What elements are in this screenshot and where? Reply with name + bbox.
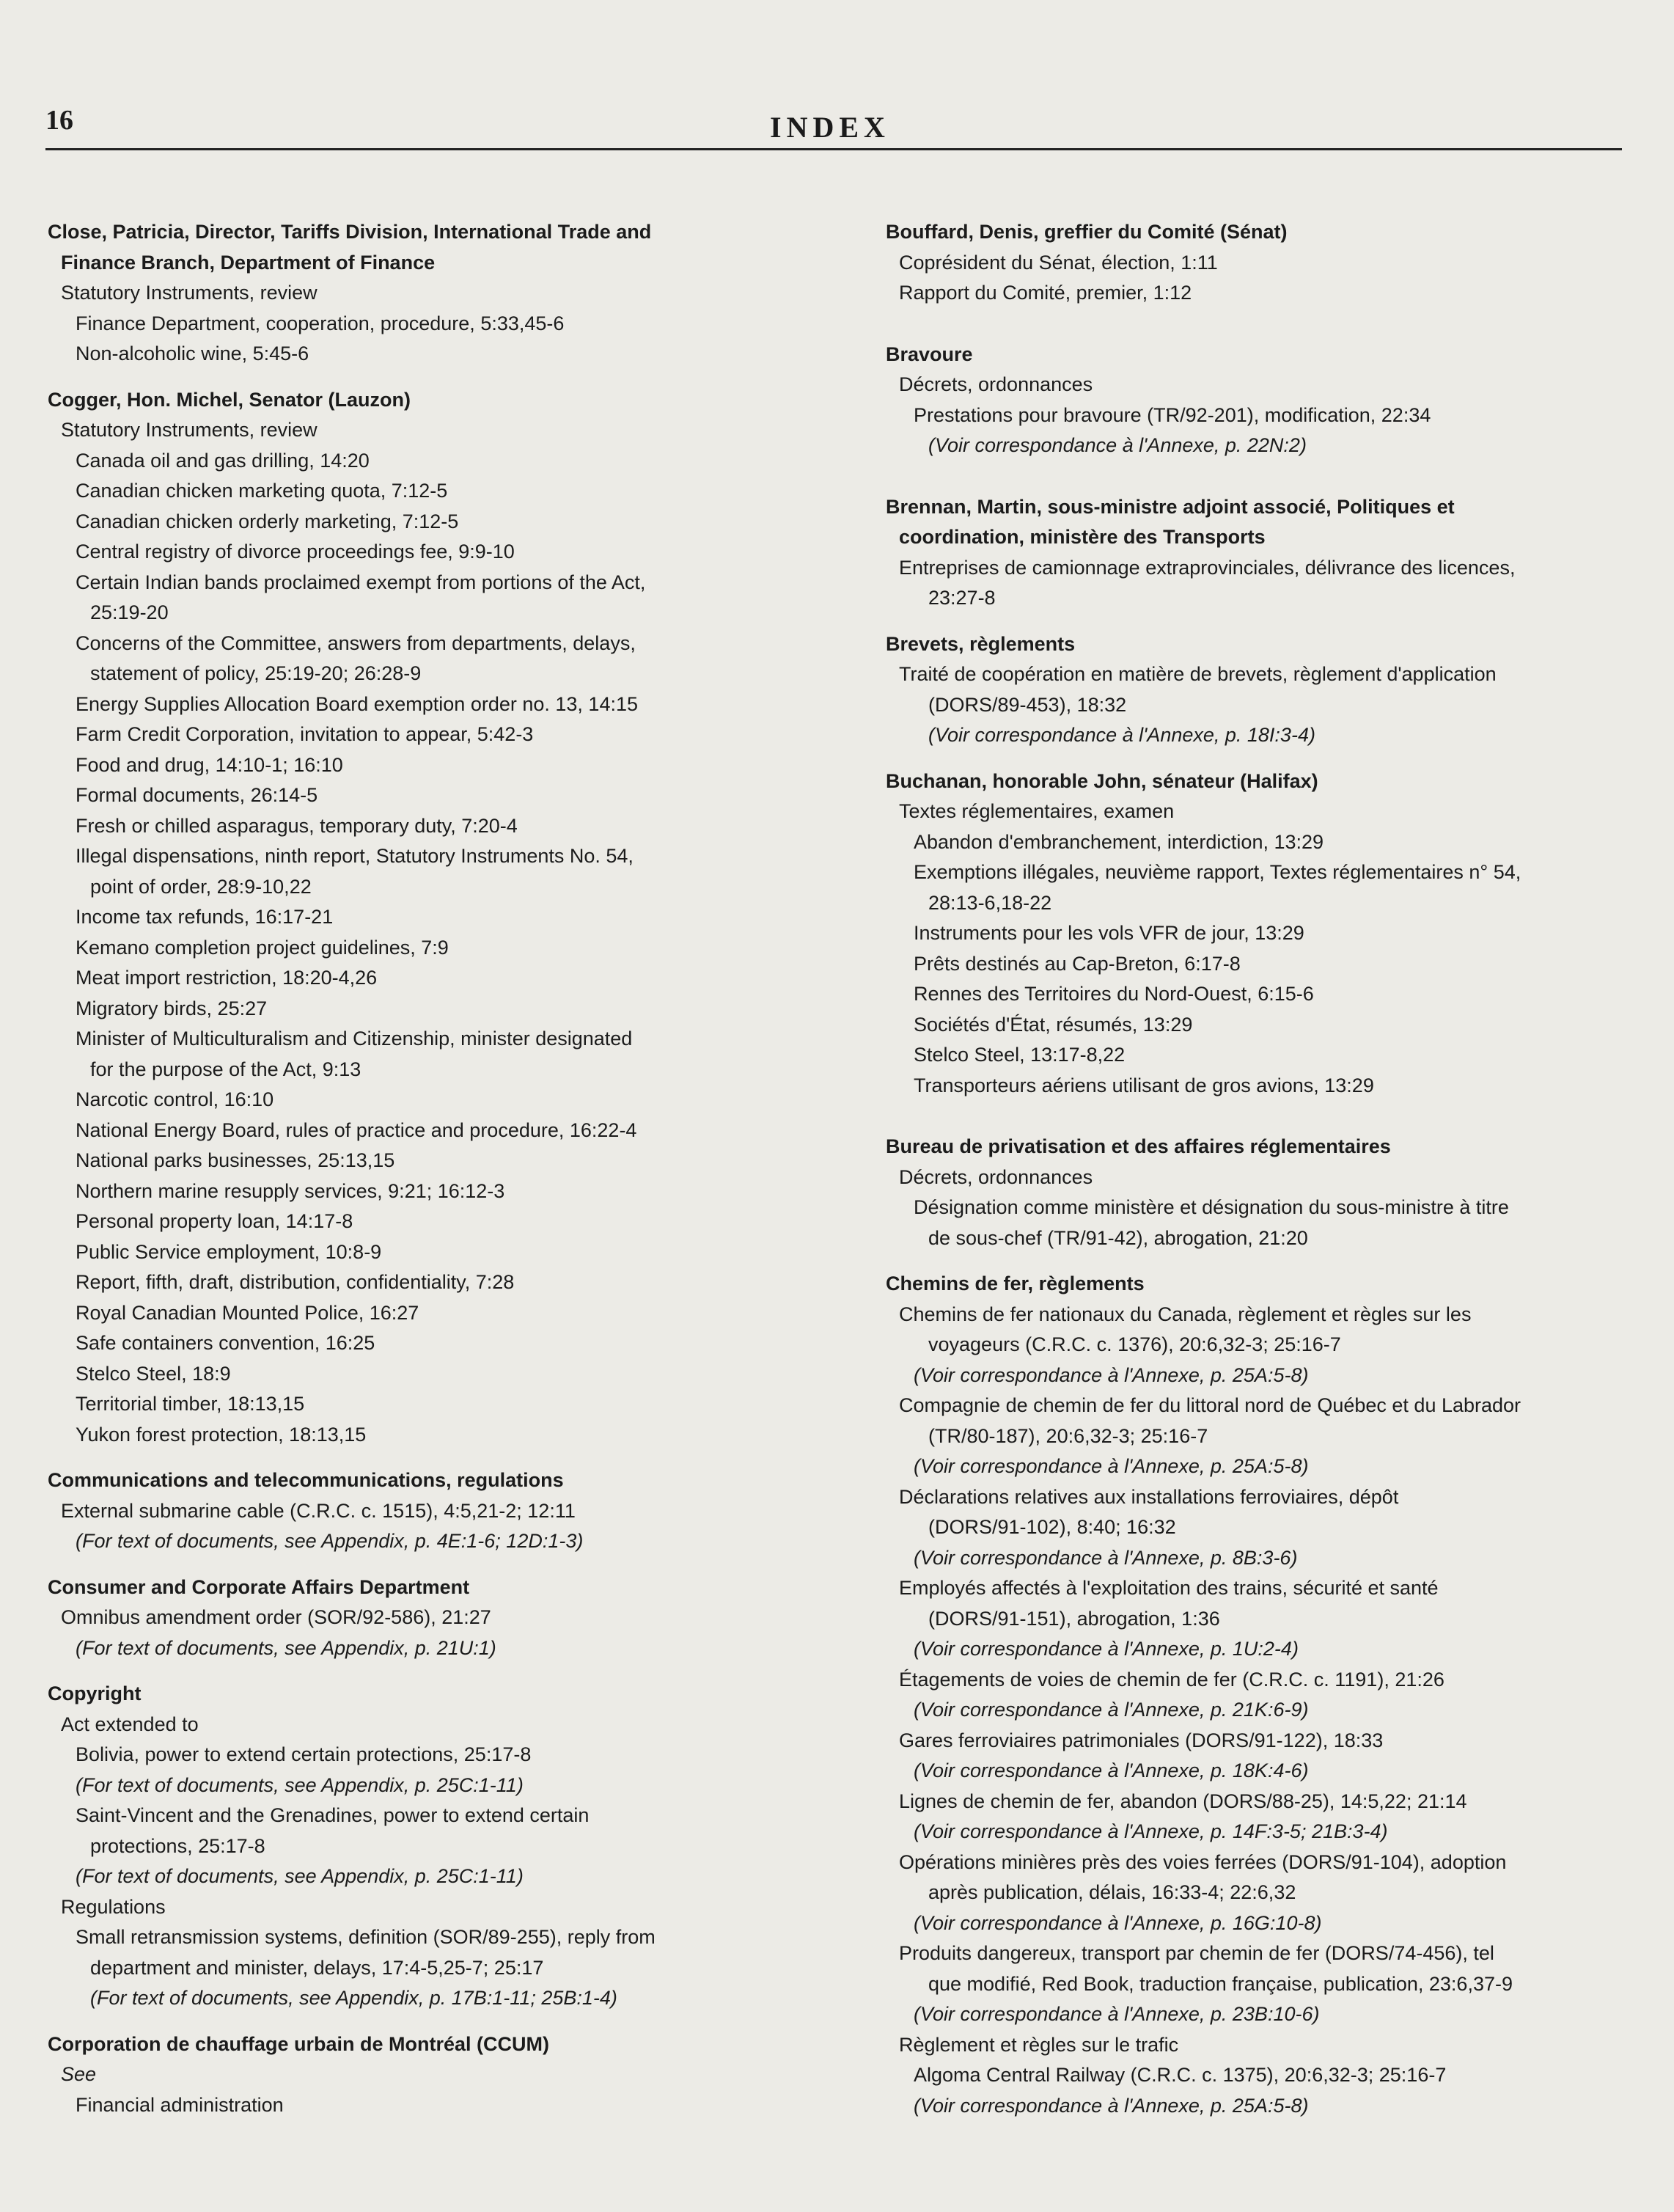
entry-heading: Copyright — [48, 1682, 142, 1704]
entry-reference: (Voir correspondance à l'Annexe, p. 8B:3-6) — [914, 1546, 1298, 1569]
see-target: Financial administration — [76, 2093, 284, 2116]
entry-item: Finance Department, cooperation, procedure, 5:33,45-6 — [76, 312, 565, 334]
entry-reference: (Voir correspondance à l'Annexe, p. 23B:10-6) — [914, 2003, 1320, 2025]
entry-heading-cont: Finance Branch, Department of Finance — [61, 251, 436, 274]
entry-reference: (For text of documents, see Appendix, p. 25C:1-11) — [76, 1773, 524, 1796]
entry-item: Prêts destinés au Cap-Breton, 6:17-8 — [914, 952, 1241, 975]
index-entry-ccum — [48, 2029, 840, 2121]
left-column — [48, 217, 840, 2136]
entry-item: Public Service employment, 10:8-9 — [76, 1240, 382, 1263]
entry-item: Farm Credit Corporation, invitation to appear, 5:42-3 — [76, 723, 534, 745]
entry-item: Certain Indian bands proclaimed exempt from portions of the Act, — [76, 571, 646, 593]
entry-item: Algoma Central Railway (C.R.C. c. 1375), 20:6,32-3; 25:16-7 — [914, 2064, 1447, 2086]
entry-item: Déclarations relatives aux installations ferroviaires, dépôt — [899, 1485, 1399, 1508]
entry-heading-cont: coordination, ministère des Transports — [899, 526, 1266, 548]
entry-subheading: Statutory Instruments, review — [61, 282, 317, 304]
entry-subheading: Act extended to — [61, 1713, 199, 1735]
entry-item: Narcotic control, 16:10 — [76, 1088, 274, 1110]
entry-item: Lignes de chemin de fer, abandon (DORS/88-25), 14:5,22; 21:14 — [899, 1790, 1467, 1812]
entry-reference: (Voir correspondance à l'Annexe, p. 25A:5-8) — [914, 1455, 1309, 1477]
entry-item: Non-alcoholic wine, 5:45-6 — [76, 343, 309, 365]
entry-heading: Communications and telecommunications, regulations — [48, 1469, 564, 1491]
page-title: INDEX — [770, 111, 890, 144]
entry-item-cont: de sous-chef (TR/91-42), abrogation, 21:20 — [928, 1226, 1308, 1249]
index-entry-cogger — [48, 385, 840, 1451]
entry-item: Food and drug, 14:10-1; 16:10 — [76, 753, 343, 776]
entry-item: Prestations pour bravoure (TR/92-201), modification, 22:34 — [914, 403, 1431, 426]
entry-item-cont: 23:27-8 — [928, 587, 996, 609]
entry-item: Report, fifth, draft, distribution, confidentiality, 7:28 — [76, 1271, 515, 1293]
entry-reference: (Voir correspondance à l'Annexe, p. 14F:3-5; 21B:3-4) — [914, 1820, 1388, 1842]
entry-item: National parks businesses, 25:13,15 — [76, 1149, 395, 1171]
entry-reference: (Voir correspondance à l'Annexe, p. 1U:2-4) — [914, 1638, 1299, 1660]
entry-item: Canadian chicken orderly marketing, 7:12-5 — [76, 510, 459, 532]
entry-item: Gares ferroviaires patrimoniales (DORS/91-122), 18:33 — [899, 1729, 1384, 1751]
entry-heading: Bravoure — [886, 343, 973, 365]
entry-subheading: Statutory Instruments, review — [61, 419, 317, 441]
index-entry-consumer — [48, 1572, 840, 1664]
entry-subheading: Décrets, ordonnances — [899, 1165, 1093, 1188]
entry-reference: (Voir correspondance à l'Annexe, p. 18I:3-4) — [928, 724, 1315, 746]
entry-item: Concerns of the Committee, answers from departments, delays, — [76, 631, 636, 654]
entry-item: voyageurs (C.R.C. c. 1376), 20:6,32-3; 25:16-7 — [928, 1333, 1341, 1355]
entry-reference: (For text of documents, see Appendix, p. 4E:1-6; 12D:1-3) — [76, 1530, 584, 1552]
entry-item-list — [886, 1300, 1652, 2122]
entry-heading: Consumer and Corporate Affairs Department — [48, 1575, 470, 1598]
entry-reference: (Voir correspondance à l'Annexe, p. 21K:6-9) — [914, 1699, 1309, 1721]
see-label: See — [61, 2063, 97, 2085]
entry-item: Transporteurs aériens utilisant de gros avions, 13:29 — [914, 1074, 1374, 1096]
entry-item: Illegal dispensations, ninth report, Statutory Instruments No. 54, — [76, 845, 634, 867]
entry-item-cont: 25:19-20 — [90, 601, 169, 623]
entry-item-cont: statement of policy, 25:19-20; 26:28-9 — [90, 662, 422, 684]
entry-item: (TR/80-187), 20:6,32-3; 25:16-7 — [928, 1424, 1208, 1447]
entry-item: Omnibus amendment order (SOR/92-586), 21:27 — [61, 1606, 491, 1628]
entry-heading: Chemins de fer, règlements — [886, 1272, 1145, 1294]
entry-item: Sociétés d'État, résumés, 13:29 — [914, 1013, 1193, 1036]
entry-item: Produits dangereux, transport par chemin de fer (DORS/74-456), tel — [899, 1942, 1494, 1964]
index-entry-bouffard — [886, 217, 1652, 309]
index-entry-close — [48, 217, 840, 370]
entry-item: Coprésident du Sénat, élection, 1:11 — [899, 251, 1218, 274]
entry-item: Exemptions illégales, neuvième rapport, Textes réglementaires n° 54, — [914, 861, 1521, 883]
entry-reference: (Voir correspondance à l'Annexe, p. 22N:2) — [928, 434, 1307, 456]
index-entry-chemins — [886, 1269, 1652, 2121]
entry-item-cont: department and minister, delays, 17:4-5,25-7; 25:17 — [90, 1956, 544, 1979]
entry-heading: Close, Patricia, Director, Tariffs Division, International Trade and — [48, 221, 652, 243]
entry-item: Rapport du Comité, premier, 1:12 — [899, 282, 1192, 304]
entry-item: Stelco Steel, 13:17-8,22 — [914, 1044, 1126, 1066]
entry-heading: Bureau de privatisation et des affaires réglementaires — [886, 1135, 1391, 1157]
entry-reference: (Voir correspondance à l'Annexe, p. 16G:10-8) — [914, 1911, 1322, 1934]
index-entry-copyright — [48, 1679, 840, 2014]
index-entry-buchanan — [886, 766, 1652, 1102]
header-rule — [45, 148, 1622, 150]
entry-heading: Cogger, Hon. Michel, Senator (Lauzon) — [48, 388, 411, 411]
entry-item: Désignation comme ministère et désignation du sous-ministre à titre — [914, 1196, 1509, 1218]
entry-item: Energy Supplies Allocation Board exemption order no. 13, 14:15 — [76, 692, 638, 715]
entry-item: Minister of Multiculturalism and Citizenship, minister designated — [76, 1028, 633, 1050]
entry-reference: (For text of documents, see Appendix, p. 17B:1-11; 25B:1-4) — [90, 1987, 617, 2009]
entry-item: Migratory birds, 25:27 — [76, 997, 268, 1019]
entry-item: Canadian chicken marketing quota, 7:12-5 — [76, 480, 448, 502]
entry-item-cont: point of order, 28:9-10,22 — [90, 875, 312, 898]
entry-reference: (Voir correspondance à l'Annexe, p. 25A:5-8) — [914, 2094, 1309, 2117]
entry-item: Formal documents, 26:14-5 — [76, 784, 318, 806]
entry-item: Yukon forest protection, 18:13,15 — [76, 1423, 367, 1446]
entry-reference: (For text of documents, see Appendix, p. 21U:1) — [76, 1636, 496, 1659]
entry-item: Territorial timber, 18:13,15 — [76, 1393, 305, 1415]
entry-item: Personal property loan, 14:17-8 — [76, 1210, 353, 1232]
entry-item: Safe containers convention, 16:25 — [76, 1332, 375, 1354]
entry-item: Chemins de fer nationaux du Canada, règlement et règles sur les — [899, 1303, 1472, 1325]
entry-item: Saint-Vincent and the Grenadines, power to extend certain — [76, 1804, 590, 1826]
entry-item-cont: protections, 25:17-8 — [90, 1834, 265, 1857]
right-column — [886, 217, 1652, 2136]
entry-heading: Brennan, Martin, sous-ministre adjoint associé, Politiques et — [886, 495, 1455, 518]
entry-item: (DORS/91-102), 8:40; 16:32 — [928, 1516, 1176, 1538]
entry-item: Small retransmission systems, definition (SOR/89-255), reply from — [76, 1926, 656, 1948]
entry-item: Royal Canadian Mounted Police, 16:27 — [76, 1301, 419, 1324]
entry-item: Traité de coopération en matière de brevets, règlement d'application — [899, 663, 1497, 685]
entry-item: Opérations minières près des voies ferrées (DORS/91-104), adoption — [899, 1850, 1507, 1873]
entry-item-cont: (DORS/89-453), 18:32 — [928, 693, 1127, 716]
entry-heading: Bouffard, Denis, greffier du Comité (Sénat) — [886, 221, 1288, 243]
entry-item: Compagnie de chemin de fer du littoral nord de Québec et du Labrador — [899, 1394, 1521, 1416]
entry-item: Étagements de voies de chemin de fer (C.R.C. c. 1191), 21:26 — [899, 1668, 1444, 1691]
entry-item: Règlement et règles sur le trafic — [899, 2033, 1179, 2056]
entry-subheading: Décrets, ordonnances — [899, 373, 1093, 395]
entry-item: Income tax refunds, 16:17-21 — [76, 906, 334, 928]
entry-item: Employés affectés à l'exploitation des trains, sécurité et santé — [899, 1577, 1439, 1599]
entry-item: National Energy Board, rules of practice and procedure, 16:22-4 — [76, 1118, 637, 1141]
index-entry-bureau — [886, 1132, 1652, 1253]
entry-item: Meat import restriction, 18:20-4,26 — [76, 967, 378, 989]
index-entry-communications — [48, 1465, 840, 1557]
entry-item: Instruments pour les vols VFR de jour, 13:29 — [914, 922, 1304, 944]
index-entry-bravoure — [886, 340, 1652, 461]
entry-reference: (Voir correspondance à l'Annexe, p. 25A:5-8) — [914, 1363, 1309, 1386]
entry-item: Central registry of divorce proceedings fee, 9:9-10 — [76, 541, 515, 563]
entry-item: Abandon d'embranchement, interdiction, 13:29 — [914, 830, 1324, 853]
entry-item: après publication, délais, 16:33-4; 22:6,32 — [928, 1881, 1296, 1903]
entry-item: (DORS/91-151), abrogation, 1:36 — [928, 1607, 1220, 1630]
entry-item: Northern marine resupply services, 9:21; 16:12-3 — [76, 1179, 505, 1202]
entry-reference: (Voir correspondance à l'Annexe, p. 18K:4-6) — [914, 1759, 1309, 1781]
entry-item: Entreprises de camionnage extraprovinciales, délivrance des licences, — [899, 556, 1516, 579]
entry-item: Kemano completion project guidelines, 7:9 — [76, 936, 449, 959]
entry-item-cont: 28:13-6,18-22 — [928, 891, 1052, 914]
index-entry-brennan — [886, 492, 1652, 614]
entry-subheading: Regulations — [61, 1895, 166, 1918]
entry-heading: Buchanan, honorable John, sénateur (Halifax) — [886, 769, 1318, 792]
entry-item: External submarine cable (C.R.C. c. 1515), 4:5,21-2; 12:11 — [61, 1499, 576, 1522]
entry-item: que modifié, Red Book, traduction française, publication, 23:6,37-9 — [928, 1972, 1513, 1995]
page-number: 16 — [45, 105, 73, 136]
entry-reference: (For text of documents, see Appendix, p. 25C:1-11) — [76, 1865, 524, 1887]
entry-item: Bolivia, power to extend certain protections, 25:17-8 — [76, 1743, 532, 1765]
entry-item: Canada oil and gas drilling, 14:20 — [76, 449, 370, 472]
entry-subheading: Textes réglementaires, examen — [899, 800, 1175, 822]
index-entry-brevets — [886, 629, 1652, 751]
entry-item-cont: for the purpose of the Act, 9:13 — [90, 1058, 361, 1080]
entry-item: Stelco Steel, 18:9 — [76, 1362, 231, 1385]
entry-heading: Brevets, règlements — [886, 632, 1076, 655]
entry-item: Rennes des Territoires du Nord-Ouest, 6:15-6 — [914, 983, 1314, 1005]
entry-heading: Corporation de chauffage urbain de Montréal (CCUM) — [48, 2032, 550, 2055]
entry-item: Fresh or chilled asparagus, temporary duty, 7:20-4 — [76, 814, 518, 837]
